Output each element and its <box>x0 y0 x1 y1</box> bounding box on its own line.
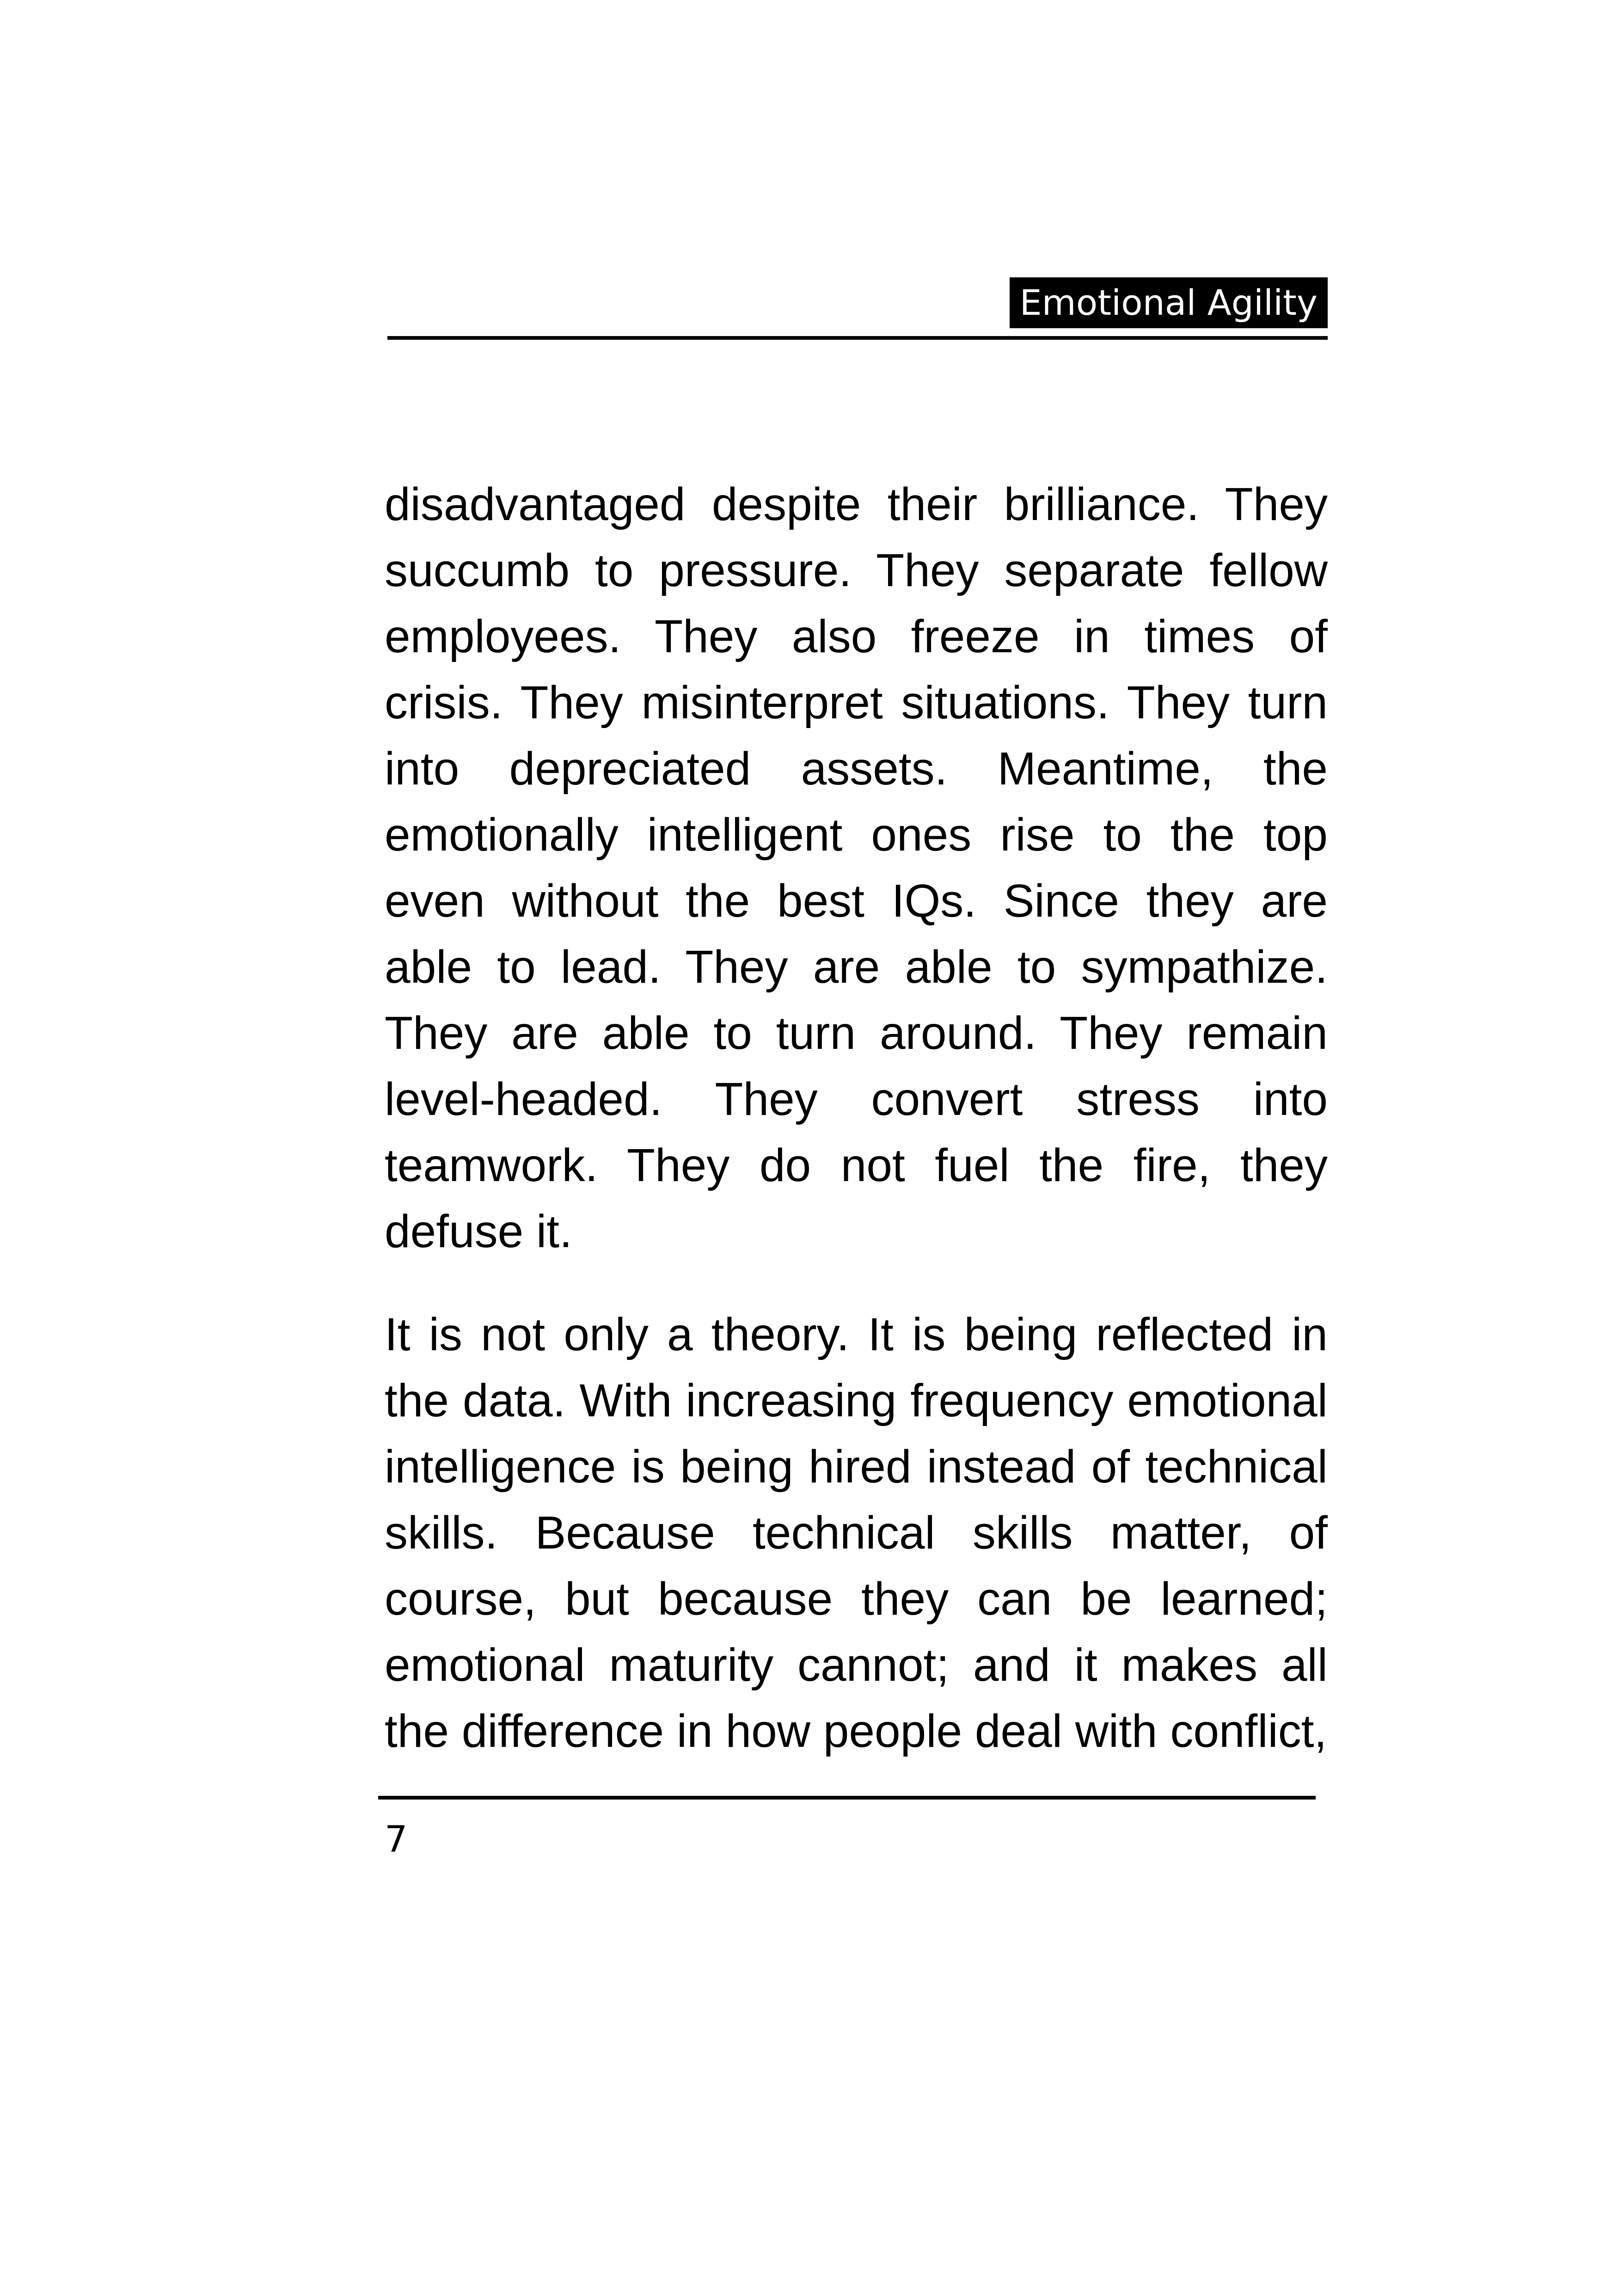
page-number: 7 <box>385 1819 408 1861</box>
running-header-title: Emotional Agility <box>1010 277 1328 328</box>
footer-divider <box>378 1796 1316 1800</box>
header-divider <box>387 336 1328 340</box>
paragraph-1: disadvantaged despite their brilliance. They succumb to pressure. They separate fellow employees. They also freeze in times of crisis. They misinterpret situations. They turn into depreciated assets. Meantime, the emotionally intelligent ones rise to the top even without the best IQs. Since they are able to lead. They are able to sympathize. They are able to turn around. They remain level-headed. They convert stress into teamwork. They do not fuel the fire, they defuse it. <box>385 478 1328 1257</box>
body-text <box>385 471 1328 1801</box>
paragraph-2: It is not only a theory. It is being reflected in the data. With increasing frequency emotional intelligence is being hired instead of technical skills. Because technical skills matter, of course, but because they can be learned; emotional maturity cannot; and it makes all the difference in how people deal with conflict, <box>385 1309 1328 1757</box>
